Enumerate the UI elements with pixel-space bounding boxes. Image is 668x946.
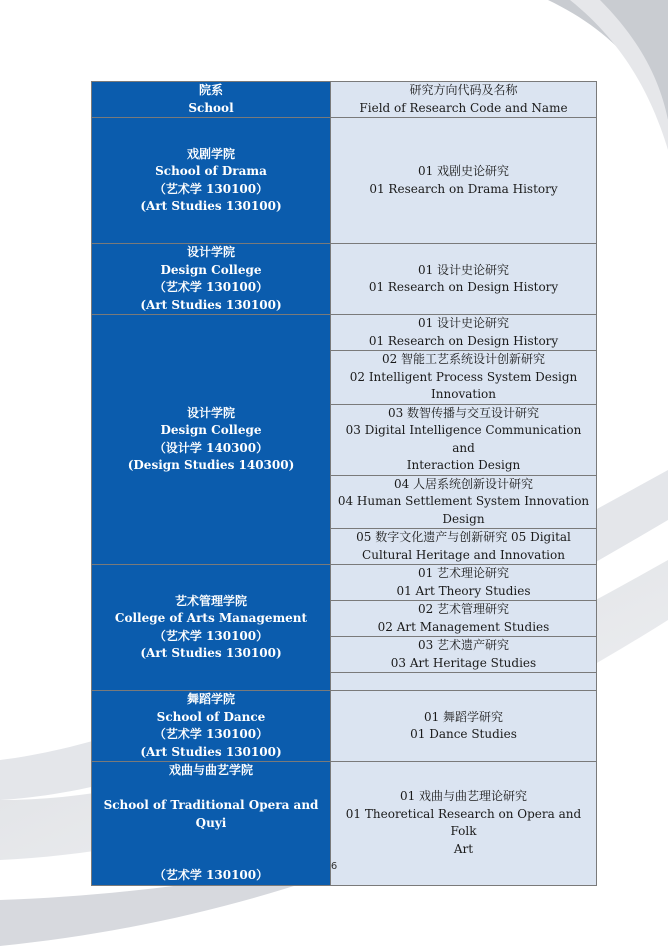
school-name-zh: 舞蹈学院 <box>186 692 235 706</box>
field-cell <box>331 351 597 405</box>
table-row <box>92 691 597 762</box>
school-cell <box>92 118 331 244</box>
field-en: Cultural Heritage and Innovation <box>362 547 565 562</box>
discipline-zh: （设计学 140300） <box>153 440 269 455</box>
field-en: 01 Theoretical Research on Opera and Folk <box>345 806 582 839</box>
header-field-zh: 研究方向代码及名称 <box>409 83 518 97</box>
header-field-en: Field of Research Code and Name <box>359 100 568 115</box>
table-row <box>92 244 597 315</box>
school-name-en: School of Traditional Opera and Quyi <box>103 798 319 830</box>
field-en: 01 Dance Studies <box>410 727 517 741</box>
table-header-row <box>92 82 597 118</box>
page-number: 6 <box>330 861 338 872</box>
field-zh: 03 艺术遗产研究 <box>417 638 510 652</box>
school-cell <box>92 244 331 315</box>
school-name-zh: 戏剧学院 <box>186 146 235 161</box>
field-zh: 01 艺术理论研究 <box>417 566 510 580</box>
field-zh: 01 舞蹈学研究 <box>423 709 504 724</box>
table-row <box>92 565 597 601</box>
header-school-cell <box>92 82 331 118</box>
field-zh: 01 设计史论研究 <box>417 316 510 330</box>
school-cell <box>92 315 331 565</box>
field-en: 02 Intelligent Process System Design <box>349 369 578 384</box>
header-school-en: School <box>188 100 234 115</box>
school-name-zh: 设计学院 <box>186 245 235 259</box>
school-cell <box>92 691 331 762</box>
field-cell <box>331 529 597 565</box>
field-en: 02 Art Management Studies <box>377 619 550 634</box>
discipline-zh: （艺术学 130100） <box>153 868 269 882</box>
field-cell-empty <box>331 673 597 691</box>
school-name-en: School of Drama <box>155 164 267 178</box>
table-row <box>92 315 597 351</box>
school-name-en: School of Dance <box>156 709 266 724</box>
school-cell <box>92 565 331 691</box>
discipline-zh: （艺术学 130100） <box>153 727 269 741</box>
field-zh: 02 智能工艺系统设计创新研究 <box>381 352 546 366</box>
field-en: 03 Digital Intelligence Communication and <box>345 423 582 455</box>
discipline-zh: （艺术学 130100） <box>153 628 269 643</box>
school-name-en: College of Arts Management <box>114 611 308 625</box>
research-fields-table <box>91 81 597 886</box>
field-en-cont: Art <box>453 841 474 856</box>
field-cell <box>331 637 597 673</box>
field-en: 04 Human Settlement System Innovation <box>337 494 590 508</box>
field-en: 03 Art Heritage Studies <box>390 655 537 670</box>
discipline-en: (Art Studies 130100) <box>140 744 282 759</box>
field-zh: 01 戏曲与曲艺理论研究 <box>399 789 528 804</box>
header-school-zh: 院系 <box>198 83 223 97</box>
field-cell <box>331 475 597 529</box>
field-zh: 03 数智传播与交互设计研究 <box>387 405 540 420</box>
discipline-en: (Art Studies 130100) <box>140 297 282 312</box>
field-en-cont: Design <box>442 511 485 526</box>
field-zh: 04 人居系统创新设计研究 <box>393 476 534 491</box>
field-en-cont: Interaction Design <box>406 458 521 472</box>
field-cell <box>331 244 597 315</box>
school-name-en: Design College <box>160 423 262 437</box>
table-row <box>92 118 597 244</box>
field-en: 01 Research on Design History <box>368 333 559 348</box>
field-zh: 05 数字文化遗产与创新研究 05 Digital <box>356 530 571 544</box>
field-cell <box>331 691 597 762</box>
field-zh: 02 艺术管理研究 <box>417 602 510 616</box>
field-en: 01 Research on Design History <box>368 280 559 294</box>
school-name-zh: 戏曲与曲艺学院 <box>168 763 253 777</box>
field-cell <box>331 404 597 475</box>
discipline-en: (Art Studies 130100) <box>140 646 282 660</box>
field-cell <box>331 315 597 351</box>
field-cell <box>331 601 597 637</box>
field-en: 01 Research on Drama History <box>369 181 558 196</box>
field-en: 01 Art Theory Studies <box>396 583 531 598</box>
discipline-zh: （艺术学 130100） <box>153 181 269 196</box>
field-en-cont: Innovation <box>431 387 496 401</box>
field-zh: 01 戏剧史论研究 <box>417 164 510 178</box>
school-name-zh: 艺术管理学院 <box>174 593 247 608</box>
header-field-cell <box>331 82 597 118</box>
discipline-zh: （艺术学 130100） <box>153 280 269 294</box>
field-cell <box>331 118 597 244</box>
discipline-en: (Art Studies 130100) <box>140 199 282 213</box>
field-cell <box>331 565 597 601</box>
school-name-en: Design College <box>160 262 262 277</box>
school-name-zh: 设计学院 <box>186 405 235 420</box>
discipline-en: (Design Studies 140300) <box>127 458 295 472</box>
field-zh: 01 设计史论研究 <box>417 262 510 277</box>
